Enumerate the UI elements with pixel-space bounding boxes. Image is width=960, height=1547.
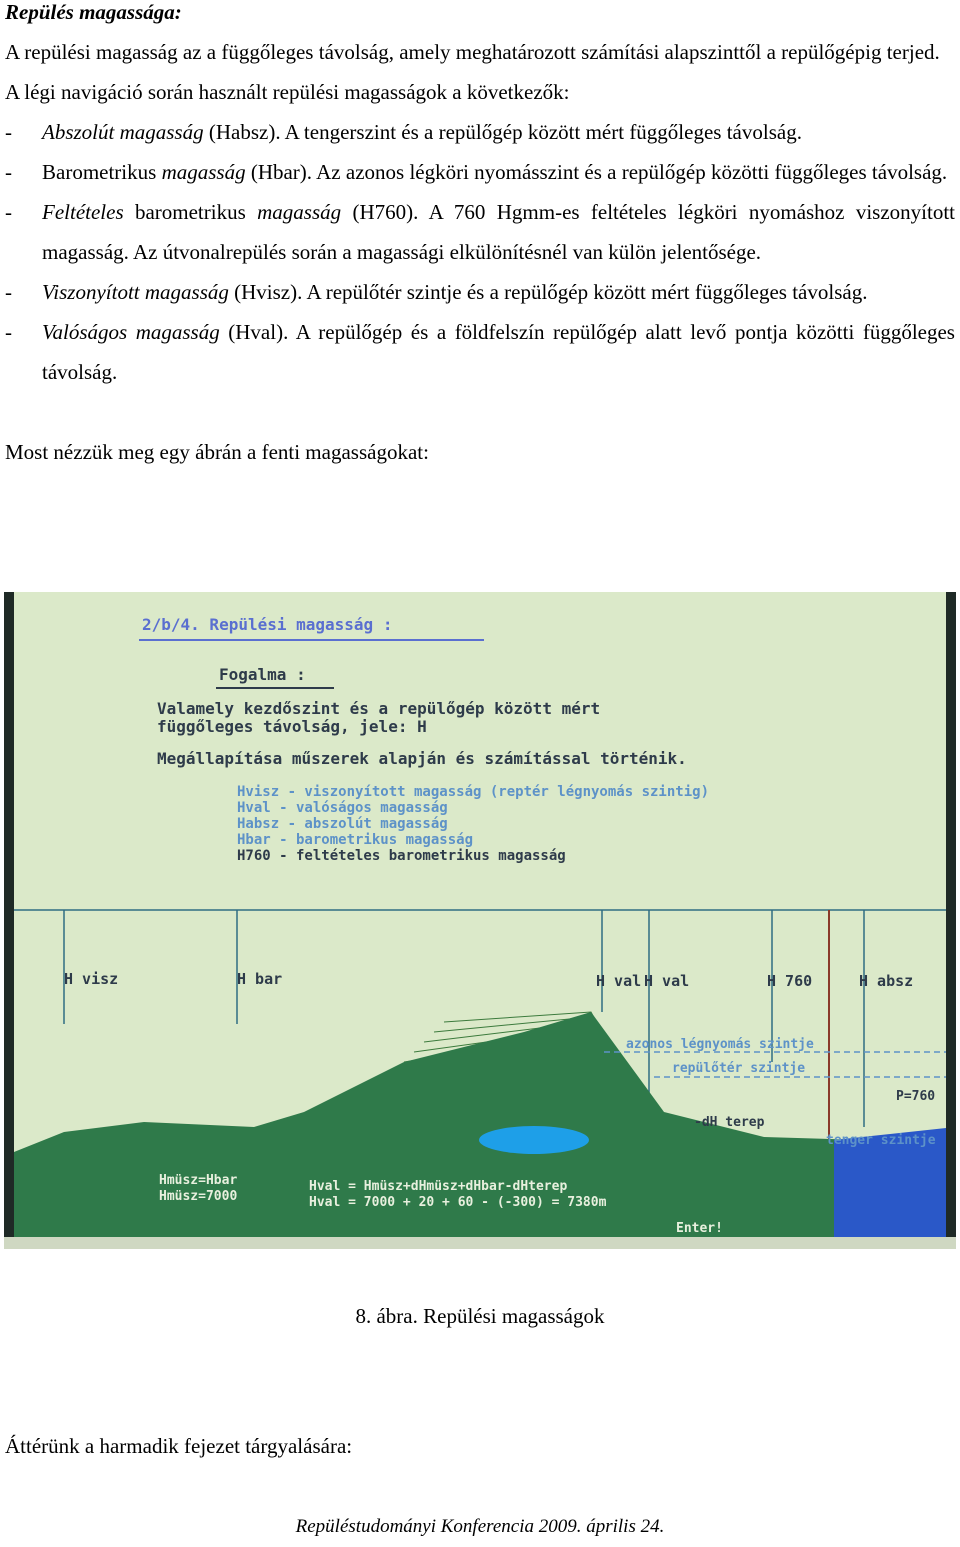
- label-hvisz: H visz: [64, 970, 119, 988]
- figure-subtitle: Fogalma :: [219, 665, 306, 684]
- figure-intro: Most nézzük meg egy ábrán a fenti magasságokat:: [5, 440, 429, 464]
- figure-def-line1: Valamely kezdőszint és a repülőgép között mért: [157, 699, 601, 718]
- list-intro: A légi navigáció során használt repülési magasságok a következők:: [5, 80, 570, 104]
- closing-paragraph: Áttérünk a harmadik fejezet tárgyalására:: [5, 1434, 353, 1458]
- label-tenger: tenger szintje: [826, 1133, 936, 1148]
- term: Abszolút magasság: [42, 120, 204, 144]
- figure-screen-photo: [4, 592, 956, 1249]
- label-hval-1: H val: [596, 972, 642, 990]
- intro-paragraph: A repülési magasság az a függőleges távolság, amely meghatározott számítási alapszinttől a repülőgépig terjed.: [5, 40, 940, 64]
- list-item-hvisz: - Viszonyított magasság (Hvisz). A repülőtér szintje és a repülőgép között mért függőleges távolság.: [5, 280, 868, 304]
- legend-line: H760 - feltételes barometrikus magasság: [237, 848, 566, 864]
- label-azonos: azonos légnyomás szintje: [626, 1037, 814, 1052]
- legend-line: Hbar - barometrikus magasság: [237, 832, 474, 848]
- label-dh-terep: -dH terep: [694, 1115, 765, 1130]
- calc-right-1: Hval = Hmüsz+dHmüsz+dHbar-dHterep: [309, 1179, 568, 1194]
- figure-def-line2: függőleges távolság, jele: H: [157, 717, 427, 736]
- label-h760: H 760: [767, 972, 813, 990]
- list-item-habsz: - Abszolút magasság (Habsz). A tengerszint és a repülőgép között mért függőleges távolság.: [5, 120, 802, 144]
- list-item-hbar: - Barometrikus magasság (Hbar). Az azonos légköri nyomásszint és a repülőgép közötti függőleges távolság.: [5, 160, 948, 184]
- label-repuloter: repülőtér szintje: [672, 1061, 806, 1076]
- legend-line: Hval - valóságos magasság: [237, 800, 448, 816]
- label-p760: P=760: [896, 1089, 936, 1104]
- legend-line: Hvisz - viszonyított magasság (reptér légnyomás szintig): [237, 784, 710, 800]
- calc-enter: Enter!: [676, 1221, 723, 1236]
- calc-right-2: Hval = 7000 + 20 + 60 - (-300) = 7380m: [309, 1195, 607, 1210]
- figure-caption: 8. ábra. Repülési magasságok: [355, 1304, 605, 1328]
- page-footer: Repüléstudományi Konferencia 2009. április 24.: [295, 1516, 665, 1537]
- figure-title: 2/b/4. Repülési magasság :: [142, 615, 393, 634]
- list-item-hval: - Valóságos magasság (Hval). A repülőgép és a földfelszín repülőgép alatt levő pontja közötti függőleges távolság.: [5, 320, 955, 384]
- label-hbar: H bar: [237, 970, 283, 988]
- section-heading: Repülés magassága:: [5, 0, 182, 24]
- label-habsz: H absz: [859, 972, 914, 990]
- legend-line: Habsz - abszolút magasság: [237, 816, 448, 832]
- document-body: [5, 0, 955, 472]
- figure-def-line3: Megállapítása műszerek alapján és számítással történik.: [157, 749, 687, 768]
- calc-left-2: Hmüsz=7000: [159, 1189, 238, 1204]
- list-item-h760: - Feltételes barometrikus magasság (H760). A 760 Hgmm-es feltételes légköri nyomáshoz viszonyított magasság. Az útvonalrepülés során a magassági elkülönítésnél van külön jelentősége.: [5, 200, 956, 264]
- calc-left-1: Hmüsz=Hbar: [159, 1173, 238, 1188]
- label-hval-2: H val: [644, 972, 690, 990]
